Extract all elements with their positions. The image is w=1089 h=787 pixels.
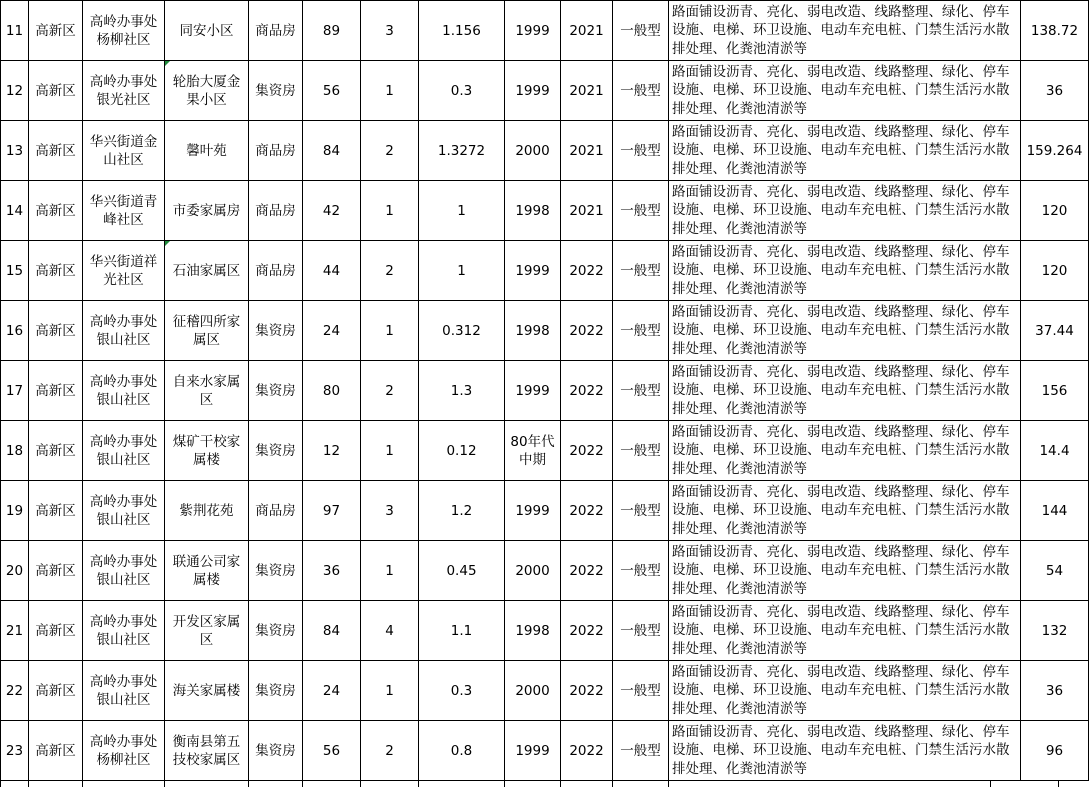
cell-buildings[interactable]: 4 (361, 601, 419, 661)
cell-plan-year[interactable]: 2021 (561, 121, 613, 181)
cell-renovation-content[interactable]: 路面铺设沥青、亮化、弱电改造、线路整理、绿化、停车设施、电梯、环卫设施、电动车充电桩、门禁生活污水散排处理、化粪池清淤等 (669, 1, 1021, 61)
cell-index[interactable]: 19 (1, 481, 29, 541)
cell-area[interactable]: 0.45 (419, 541, 505, 601)
cell-buildings[interactable]: 1 (361, 541, 419, 601)
cell-index[interactable]: 22 (1, 661, 29, 721)
cell-housing-type[interactable]: 集资房 (249, 661, 303, 721)
cell-category[interactable]: 一般型 (613, 481, 669, 541)
cell-households[interactable]: 12 (303, 421, 361, 481)
cell-office-community[interactable]: 高岭办事处杨柳社区 (83, 721, 165, 781)
cell-area[interactable]: 1.156 (419, 1, 505, 61)
cell-category[interactable]: 一般型 (613, 601, 669, 661)
cell-community-name[interactable]: 征稽四所家属区 (165, 301, 249, 361)
cell-area[interactable]: 0.3 (419, 61, 505, 121)
cell-households[interactable]: 56 (303, 721, 361, 781)
cell-renovation-content[interactable]: 路面铺设沥青、亮化、弱电改造、线路整理、绿化、停车设施、电梯、环卫设施、电动车充电桩、门禁生活污水散排处理、化粪池清淤等 (669, 481, 1021, 541)
cell-index[interactable]: 11 (1, 1, 29, 61)
cell-office-community[interactable]: 高岭办事处银山社区 (83, 421, 165, 481)
cell-office-community[interactable]: 华兴街道青峰社区 (83, 181, 165, 241)
cell-buildings[interactable]: 2 (361, 361, 419, 421)
cell-area[interactable]: 1.1 (419, 601, 505, 661)
cell-index[interactable]: 13 (1, 121, 29, 181)
cell-index[interactable]: 12 (1, 61, 29, 121)
cell-investment[interactable]: 120 (1021, 241, 1089, 301)
cell-district[interactable]: 高新区 (29, 241, 83, 301)
cell-category[interactable]: 一般型 (613, 361, 669, 421)
cell-investment[interactable]: 96 (1021, 721, 1089, 781)
cell-investment[interactable]: 14.4 (1021, 421, 1089, 481)
table-row (1, 181, 1089, 241)
table-row (1, 61, 1089, 121)
cell-build-year[interactable]: 1999 (505, 481, 561, 541)
cell-area[interactable]: 0.12 (419, 421, 505, 481)
cell-area[interactable]: 0.3 (419, 661, 505, 721)
cell-category[interactable]: 一般型 (613, 661, 669, 721)
cell-community-name[interactable]: 紫荆花苑 (165, 481, 249, 541)
cell-renovation-content[interactable]: 路面铺设沥青、亮化、弱电改造、线路整理、绿化、停车设施、电梯、环卫设施、电动车充电桩、门禁生活污水散排处理、化粪池清淤等 (669, 301, 1021, 361)
cell-renovation-content[interactable]: 路面铺设沥青、亮化、弱电改造、线路整理、绿化、停车设施、电梯、环卫设施、电动车充电桩、门禁生活污水散排处理、化粪池清淤等 (669, 721, 1021, 781)
cell-office-community[interactable]: 高岭办事处银山社区 (83, 301, 165, 361)
cell-buildings[interactable]: 2 (361, 121, 419, 181)
cell-investment[interactable]: 159.264 (1021, 121, 1089, 181)
cell-category[interactable]: 一般型 (613, 1, 669, 61)
cell-category[interactable]: 一般型 (613, 61, 669, 121)
cell-investment[interactable]: 120 (1021, 181, 1089, 241)
cell-renovation-content[interactable]: 路面铺设沥青、亮化、弱电改造、线路整理、绿化、停车设施、电梯、环卫设施、电动车充电桩、门禁生活污水散排处理、化粪池清淤等 (669, 61, 1021, 121)
cell-area[interactable]: 1 (419, 181, 505, 241)
cell-housing-type[interactable]: 商品房 (249, 1, 303, 61)
cell-plan-year[interactable]: 2021 (561, 181, 613, 241)
cell-office-community[interactable]: 华兴街道金山社区 (83, 121, 165, 181)
cell-housing-type[interactable]: 集资房 (249, 301, 303, 361)
table-row (1, 541, 1089, 601)
cell-office-community[interactable]: 高岭办事处银山社区 (83, 601, 165, 661)
cell-district[interactable]: 高新区 (29, 541, 83, 601)
cell-category[interactable]: 一般型 (613, 181, 669, 241)
table-row (1, 361, 1089, 421)
cell-plan-year[interactable]: 2022 (561, 541, 613, 601)
cell-housing-type[interactable]: 集资房 (249, 541, 303, 601)
cell-housing-type[interactable]: 集资房 (249, 61, 303, 121)
cell-buildings[interactable]: 3 (361, 481, 419, 541)
cell-housing-type[interactable]: 商品房 (249, 241, 303, 301)
cell-area[interactable]: 0.312 (419, 301, 505, 361)
cell-build-year[interactable]: 1999 (505, 241, 561, 301)
table-row (1, 121, 1089, 181)
cell-office-community[interactable]: 华兴街道祥光社区 (83, 241, 165, 301)
cell-office-community[interactable]: 高岭办事处银山社区 (83, 661, 165, 721)
cell-investment[interactable]: 36 (1021, 661, 1089, 721)
cell-build-year[interactable]: 1999 (505, 721, 561, 781)
cell-build-year[interactable]: 1999 (505, 61, 561, 121)
cell-index[interactable]: 23 (1, 721, 29, 781)
cell-plan-year[interactable]: 2022 (561, 241, 613, 301)
cell-renovation-content[interactable]: 路面铺设沥青、亮化、弱电改造、线路整理、绿化、停车设施、电梯、环卫设施、电动车充电桩、门禁生活污水散排处理、化粪池清淤等 (669, 661, 1021, 721)
cell-community-name[interactable]: 自来水家属区 (165, 361, 249, 421)
cell-households[interactable]: 56 (303, 61, 361, 121)
cell-investment[interactable]: 37.44 (1021, 301, 1089, 361)
cell-households[interactable]: 97 (303, 481, 361, 541)
cell-households[interactable]: 44 (303, 241, 361, 301)
table-row (1, 301, 1089, 361)
cell-category[interactable]: 一般型 (613, 121, 669, 181)
table-row (1, 1, 1089, 61)
cell-investment[interactable]: 132 (1021, 601, 1089, 661)
cell-office-community[interactable]: 高岭办事处银山社区 (83, 541, 165, 601)
cell-district[interactable]: 高新区 (29, 421, 83, 481)
cell-community-name[interactable]: 联通公司家属楼 (165, 541, 249, 601)
cell-households[interactable]: 80 (303, 361, 361, 421)
cell-households[interactable]: 36 (303, 541, 361, 601)
cell-housing-type[interactable]: 集资房 (249, 601, 303, 661)
cell-renovation-content[interactable]: 路面铺设沥青、亮化、弱电改造、线路整理、绿化、停车设施、电梯、环卫设施、电动车充电桩、门禁生活污水散排处理、化粪池清淤等 (669, 361, 1021, 421)
cell-renovation-content[interactable]: 路面铺设沥青、亮化、弱电改造、线路整理、绿化、停车设施、电梯、环卫设施、电动车充电桩、门禁生活污水散排处理、化粪池清淤等 (669, 241, 1021, 301)
cell-investment[interactable]: 156 (1021, 361, 1089, 421)
cell-investment[interactable]: 36 (1021, 61, 1089, 121)
next-row-edge (0, 781, 1060, 787)
cell-build-year[interactable]: 1998 (505, 601, 561, 661)
cell-district[interactable]: 高新区 (29, 301, 83, 361)
cell-housing-type[interactable]: 商品房 (249, 481, 303, 541)
cell-community-name[interactable]: 轮胎大厦金果小区 (165, 61, 249, 121)
cell-build-year[interactable]: 1999 (505, 361, 561, 421)
cell-buildings[interactable]: 2 (361, 241, 419, 301)
cell-community-name[interactable]: 衡南县第五技校家属区 (165, 721, 249, 781)
cell-index[interactable]: 16 (1, 301, 29, 361)
cell-investment[interactable]: 144 (1021, 481, 1089, 541)
cell-buildings[interactable]: 1 (361, 301, 419, 361)
cell-housing-type[interactable]: 商品房 (249, 181, 303, 241)
cell-category[interactable]: 一般型 (613, 541, 669, 601)
cell-index[interactable]: 14 (1, 181, 29, 241)
cell-build-year[interactable]: 2000 (505, 541, 561, 601)
cell-plan-year[interactable]: 2022 (561, 361, 613, 421)
cell-households[interactable]: 84 (303, 601, 361, 661)
cell-district[interactable]: 高新区 (29, 661, 83, 721)
table-row (1, 661, 1089, 721)
table-row (1, 481, 1089, 541)
table-row (1, 241, 1089, 301)
cell-community-name[interactable]: 开发区家属区 (165, 601, 249, 661)
cell-index[interactable]: 17 (1, 361, 29, 421)
cell-households[interactable]: 24 (303, 661, 361, 721)
cell-district[interactable]: 高新区 (29, 481, 83, 541)
cell-index[interactable]: 15 (1, 241, 29, 301)
cell-index[interactable]: 18 (1, 421, 29, 481)
cell-households[interactable]: 42 (303, 181, 361, 241)
table-row (1, 601, 1089, 661)
cell-area[interactable]: 1.3272 (419, 121, 505, 181)
cell-area[interactable]: 1 (419, 241, 505, 301)
cell-plan-year[interactable]: 2022 (561, 301, 613, 361)
cell-households[interactable]: 84 (303, 121, 361, 181)
cell-category[interactable]: 一般型 (613, 421, 669, 481)
cell-community-name[interactable]: 海关家属楼 (165, 661, 249, 721)
cell-housing-type[interactable]: 集资房 (249, 361, 303, 421)
cell-community-name[interactable]: 同安小区 (165, 1, 249, 61)
cell-households[interactable]: 89 (303, 1, 361, 61)
cell-buildings[interactable]: 1 (361, 61, 419, 121)
table-row (1, 721, 1089, 781)
cell-district[interactable]: 高新区 (29, 61, 83, 121)
cell-build-year[interactable]: 1998 (505, 301, 561, 361)
cell-office-community[interactable]: 高岭办事处银光社区 (83, 61, 165, 121)
cell-build-year[interactable]: 2000 (505, 661, 561, 721)
cell-plan-year[interactable]: 2021 (561, 61, 613, 121)
cell-buildings[interactable]: 2 (361, 721, 419, 781)
cell-buildings[interactable]: 1 (361, 421, 419, 481)
cell-plan-year[interactable]: 2022 (561, 601, 613, 661)
cell-plan-year[interactable]: 2022 (561, 481, 613, 541)
cell-renovation-content[interactable]: 路面铺设沥青、亮化、弱电改造、线路整理、绿化、停车设施、电梯、环卫设施、电动车充电桩、门禁生活污水散排处理、化粪池清淤等 (669, 541, 1021, 601)
cell-plan-year[interactable]: 2022 (561, 421, 613, 481)
cell-district[interactable]: 高新区 (29, 121, 83, 181)
cell-community-name[interactable]: 市委家属房 (165, 181, 249, 241)
cell-housing-type[interactable]: 集资房 (249, 721, 303, 781)
cell-area[interactable]: 1.3 (419, 361, 505, 421)
cell-build-year[interactable]: 80年代中期 (505, 421, 561, 481)
cell-plan-year[interactable]: 2022 (561, 721, 613, 781)
cell-build-year[interactable]: 1999 (505, 1, 561, 61)
cell-plan-year[interactable]: 2022 (561, 661, 613, 721)
cell-area[interactable]: 1.2 (419, 481, 505, 541)
cell-plan-year[interactable]: 2021 (561, 1, 613, 61)
cell-households[interactable]: 24 (303, 301, 361, 361)
cell-office-community[interactable]: 高岭办事处杨柳社区 (83, 1, 165, 61)
cell-build-year[interactable]: 2000 (505, 121, 561, 181)
cell-category[interactable]: 一般型 (613, 241, 669, 301)
cell-district[interactable]: 高新区 (29, 1, 83, 61)
cell-buildings[interactable]: 1 (361, 181, 419, 241)
cell-district[interactable]: 高新区 (29, 721, 83, 781)
cell-buildings[interactable]: 1 (361, 661, 419, 721)
cell-district[interactable]: 高新区 (29, 601, 83, 661)
cell-investment[interactable]: 138.72 (1021, 1, 1089, 61)
cell-community-name[interactable]: 馨叶苑 (165, 121, 249, 181)
cell-office-community[interactable]: 高岭办事处银山社区 (83, 481, 165, 541)
cell-category[interactable]: 一般型 (613, 721, 669, 781)
cell-renovation-content[interactable]: 路面铺设沥青、亮化、弱电改造、线路整理、绿化、停车设施、电梯、环卫设施、电动车充电桩、门禁生活污水散排处理、化粪池清淤等 (669, 601, 1021, 661)
cell-housing-type[interactable]: 商品房 (249, 121, 303, 181)
cell-community-name[interactable]: 煤矿干校家属楼 (165, 421, 249, 481)
cell-district[interactable]: 高新区 (29, 361, 83, 421)
cell-category[interactable]: 一般型 (613, 301, 669, 361)
cell-index[interactable]: 21 (1, 601, 29, 661)
cell-build-year[interactable]: 1998 (505, 181, 561, 241)
cell-area[interactable]: 0.8 (419, 721, 505, 781)
table-row (1, 421, 1089, 481)
table-body (1, 1, 1089, 781)
cell-renovation-content[interactable]: 路面铺设沥青、亮化、弱电改造、线路整理、绿化、停车设施、电梯、环卫设施、电动车充电桩、门禁生活污水散排处理、化粪池清淤等 (669, 181, 1021, 241)
cell-index[interactable]: 20 (1, 541, 29, 601)
cell-buildings[interactable]: 3 (361, 1, 419, 61)
cell-office-community[interactable]: 高岭办事处银山社区 (83, 361, 165, 421)
cell-district[interactable]: 高新区 (29, 181, 83, 241)
cell-renovation-content[interactable]: 路面铺设沥青、亮化、弱电改造、线路整理、绿化、停车设施、电梯、环卫设施、电动车充电桩、门禁生活污水散排处理、化粪池清淤等 (669, 121, 1021, 181)
cell-community-name[interactable]: 石油家属区 (165, 241, 249, 301)
cell-renovation-content[interactable]: 路面铺设沥青、亮化、弱电改造、线路整理、绿化、停车设施、电梯、环卫设施、电动车充电桩、门禁生活污水散排处理、化粪池清淤等 (669, 421, 1021, 481)
cell-investment[interactable]: 54 (1021, 541, 1089, 601)
cell-housing-type[interactable]: 集资房 (249, 421, 303, 481)
